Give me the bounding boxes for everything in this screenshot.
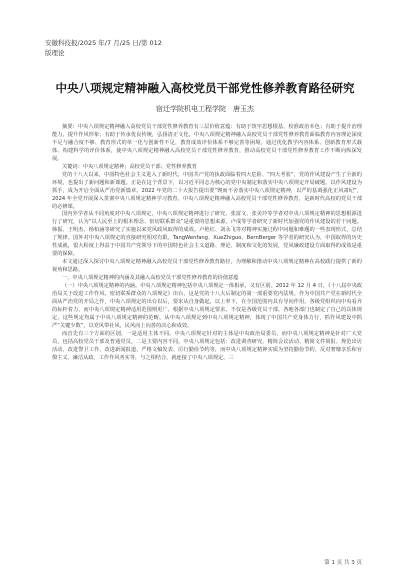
body-paragraph: 本文通过深入探讨中央八项规定精神融入高校党员干部党性修养教育路径，为理解和推动中央八项规定精神在高校践行提供了新的视角和思路。: [52, 259, 362, 274]
column-info: 版理论: [45, 49, 65, 57]
article-body: [52, 124, 362, 363]
document-header: [45, 38, 162, 58]
body-paragraph: 党的十八大以来，中国特色社会主义进入了新时代，中国共产党的执政面临着四大危险、“四大考验”，党的作风建设产生了全新的环境，也提出了新问题和新课题。正是在这个背景下，以习近平同志为核心的党中央制定和落实中央八项规定开局破题，以作风建设为抓手，成为开启全面从严治党新篇章。2022 年党的二十大报告提出要“锲而不舍落实中央八项规定精神，以严的基调强化正风肃纪”，2024 年全党开展深入贯彻中央八项规定精神学习教育。中央八项规定精神融入高校党员干部党性修养教育，是新时代高校的党员干部的必修课。: [52, 171, 362, 210]
journal-info: 安徽科技报/2025 年/7 月/25 日/第 012: [45, 39, 162, 47]
body-paragraph: 而首先有三个方面的区别，一是适用主体不同。中央八项规定针对的主体是中央政治局委员，而中央八项规定精神是针对广大党员，包括高校党员干部及普通党员。二是主要内容不同。中央八项规定包括：改进调查研究、精简会议活动、精简文件简报、规范出访活动、改进警卫工作、改进新闻报道、严格文稿发表、厉行勤俭节约等，而中央八项规定精神实质为坚持勤俭节约、反对奢靡享乐和官僚主义、廉洁从政、工作作风务实等，与之相结合，就连接了中央八项规定。三: [52, 330, 362, 361]
article-title: 中央八项规定精神融入高校党员干部党性修养教育路径研究: [55, 81, 355, 95]
body-paragraph: 国内外学者从不同角度对中央八项规定、中央八项规定精神进行了研究。张富文、张美玲等学者对中央八项规定精神的思想根源进行了研究，认为“以人民至上的根本理念、密切联系群众”是重要的思想来源。卢成等学者研究了新时代加强党的作风建设的若干问题。韩振、王明杰、杨柏涵等研究了实施以来党风政风取得的成效。卢艳红、刘永飞等对精神实施过程中问题和难题的一些表现形式、总结了规律。国外对中央八项规定的直接研究相对有限。TangWenfang、XueZhiguo、BernBerger 等学者的研究认为，中国取得的历史性成就，很大程度上得益于中国共产党领导下的中国特色社会主义道路、理论、制度和文化的发展，党风廉政建设方面取得的成效是重要的保障。: [52, 211, 362, 258]
section-heading: 一、中央八项规定精神的内涵及其融入高校党员干部党性修养教育的价值意蕴: [62, 275, 239, 282]
page-number: 第 1 页 共 3 页: [324, 560, 362, 566]
article-author: 宿迁学院机电工程学院 唐玉杰: [156, 105, 254, 113]
body-paragraph: （一）中央八项规定精神的内涵。中央八项规定精神包括中央八项规定一体相承，又有区别。2012 年 12 月 4 日，《十八届中央政治局关于改进工作作风、密切联系群众的八项规定》出台，这是党的十八大后制定的第一部重要党内法规。作为中国共产党在新时代全面从严治党的开局之作，中央八项规定的出台以后，要求从自身做起，以上率下，在全国范围内具有导向作用。各级党组织向中央看齐的标杆着力，而中央八项规定精神适用范围则更广，根据中央八项规定要求，不仅是各级党员干部，各地各部门也制定了自己的具体规定，这些规定均属于中央八项规定精神的范畴。从中央八项规定到中央八项规定精神，体现了中国共产党身体力行，抓作风建设中抓严“关键少数”，以党风带社风，民风向上向善的决心和成效。: [52, 283, 362, 329]
keywords-paragraph: 关键词：中央八项规定精神；高校党员干部；党性修养教育: [62, 163, 197, 170]
abstract-paragraph: 摘要：中央八项规定精神融入高校党员干部党性修养教育有三层价值意蕴：有助于筑牢思想根基、校准政治本色；有助于提升治理能力，提升作风形象；有助于传承优良传统，弘扬清正文化。中央八项规定精神融入高校党员干部党性修养教育面临教育内容理论深度不足与融合度不够、教育形式的单一化与创新性不足，教育成效评价体系不够完善等困境。通过优化教学内容体系、创新教育形式载体、构建科学的评价体系，使中央八项规定精神融入高校党员干部党性修养教育，推动高校党员干部党性修养教育工作不断向纵深发展。: [52, 124, 362, 162]
